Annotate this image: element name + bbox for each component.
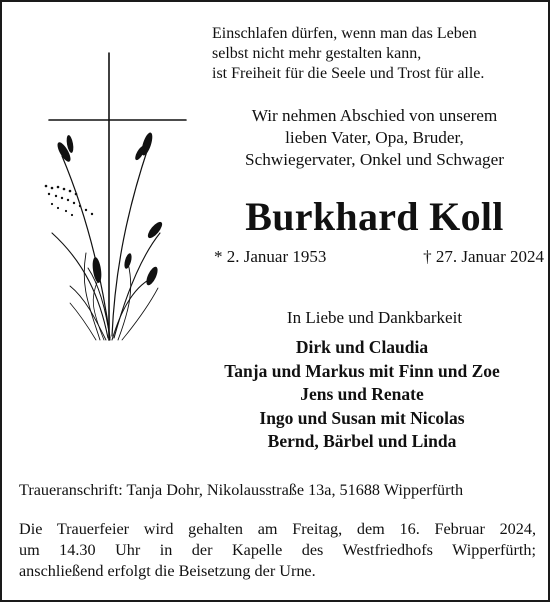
poem — [212, 24, 542, 84]
family-list — [182, 336, 542, 454]
death-date: † 27. Januar 2024 — [423, 247, 544, 266]
mourning-address: Traueranschrift: Tanja Dohr, Nikolausstraße 13a, 51688 Wipperfürth — [19, 481, 464, 499]
funeral-line: um 14.30 Uhr in der Kapelle des Westfriedhofs Wipperfürth; — [19, 541, 536, 559]
family-member: Ingo und Susan mit Nicolas — [259, 407, 465, 428]
life-dates — [214, 246, 544, 268]
funeral-line: anschließend erfolgt die Beisetzung der Urne. — [19, 562, 316, 580]
intro-line: Schwiegervater, Onkel und Schwager — [245, 150, 504, 169]
love-line: In Liebe und Dankbarkeit — [286, 308, 463, 327]
family-member: Jens und Renate — [300, 384, 424, 404]
intro-line: Wir nehmen Abschied von unserem — [251, 106, 498, 125]
deceased-name: Burkhard Koll — [245, 194, 504, 239]
funeral-line: Die Trauerfeier wird gehalten am Freitag, dem 16. Februar 2024, — [19, 520, 536, 538]
family-member: Bernd, Bärbel und Linda — [267, 431, 457, 451]
family-member: Dirk und Claudia — [295, 337, 429, 357]
funeral-info — [19, 519, 536, 582]
birth-date: * 2. Januar 1953 — [214, 247, 327, 266]
farewell-intro — [207, 105, 542, 171]
poem-line: Einschlafen dürfen, wenn man das Leben — [212, 25, 477, 42]
poem-line: selbst nicht mehr gestalten kann, — [212, 45, 422, 62]
family-member: Tanja und Markus mit Finn und Zoe — [224, 360, 500, 381]
intro-line: lieben Vater, Opa, Bruder, — [285, 128, 464, 147]
cross-with-wheat-icon — [40, 48, 200, 348]
poem-line: ist Freiheit für die Seele und Trost für alle. — [212, 65, 485, 82]
